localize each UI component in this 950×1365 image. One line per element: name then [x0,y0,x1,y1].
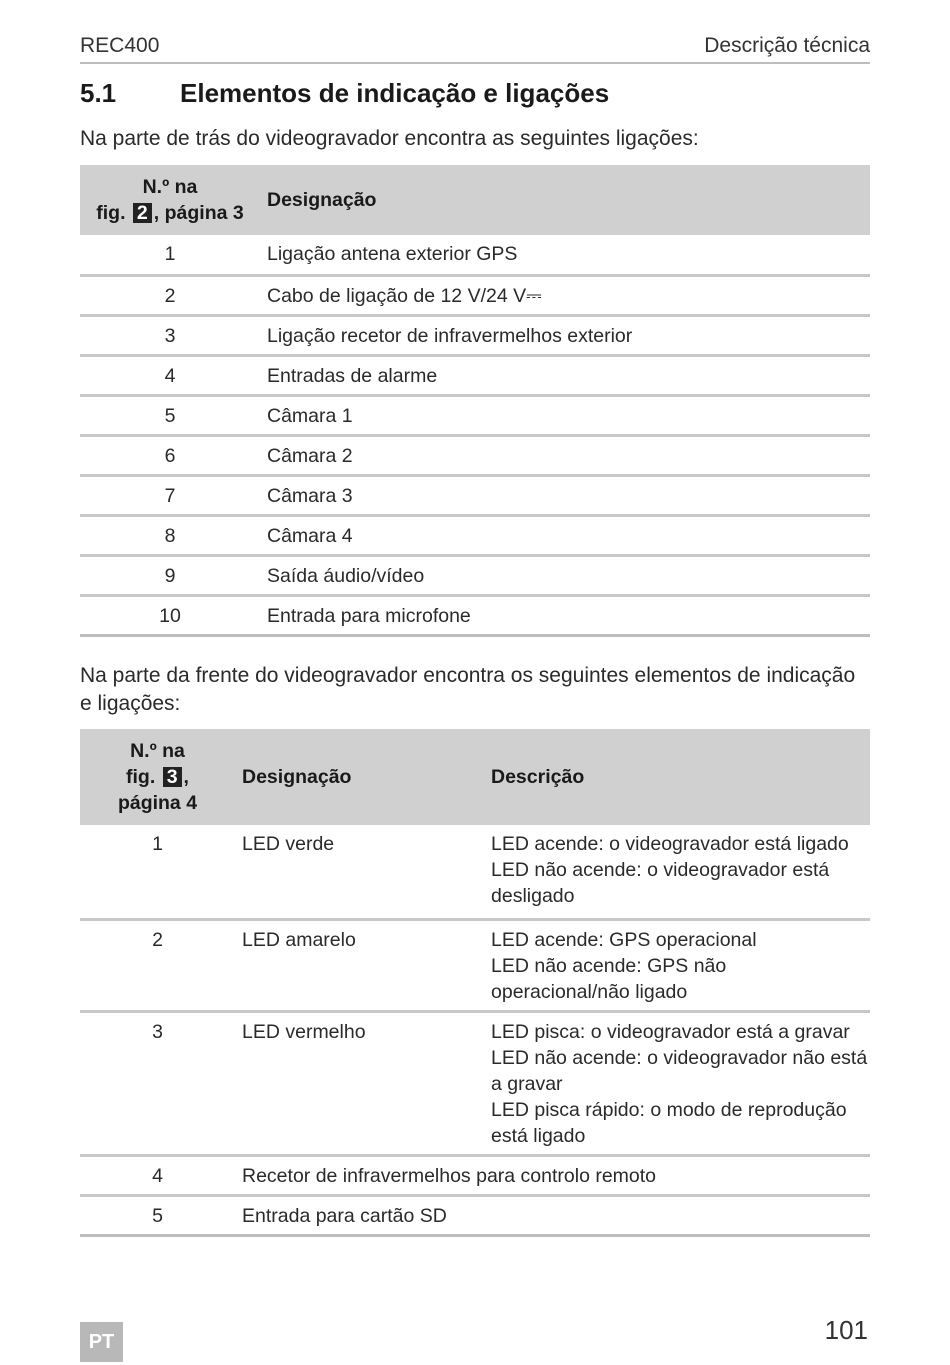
description-line: LED acende: GPS operacional [491,928,757,951]
intro-front-text: Na parte da frente do videogravador encontra os seguintes elementos de indicação e ligações: [80,664,856,715]
header-number-line3: página 4 [117,792,198,814]
table-row [80,1011,870,1155]
table-row [80,475,870,515]
table-row [80,919,870,1011]
row-number: 3 [80,315,260,355]
row-number: 1 [80,235,260,275]
page-header [80,28,870,64]
row-description [484,1011,870,1155]
table-row [80,355,870,395]
row-number: 8 [80,515,260,555]
row-designation: Saída áudio/vídeo [260,555,870,595]
column-header-designation: Designação [260,165,870,235]
row-designation: Câmara 1 [260,395,870,435]
table-row [80,1155,870,1195]
rear-connections-table [80,165,870,637]
row-designation: Recetor de infravermelhos para controlo remoto [235,1155,870,1195]
row-number: 4 [80,1155,235,1195]
description-line: LED não acende: o videogravador não está a gravar [491,1046,868,1095]
column-header-number [80,165,260,235]
table-row [80,315,870,355]
row-number: 2 [80,275,260,315]
header-fig-suffix: , [183,766,189,788]
row-designation: Entrada para cartão SD [235,1195,870,1235]
row-designation: Cabo de ligação de 12 V/24 V⎓ [260,275,870,315]
table-row [80,515,870,555]
description-line: LED pisca: o videogravador está a gravar [491,1020,850,1043]
row-designation: LED verde [235,825,484,919]
header-number-line2 [81,200,259,226]
row-number: 5 [80,1195,235,1235]
row-number: 10 [80,595,260,635]
intro-rear-text: Na parte de trás do videogravador encontra as seguintes ligações: [80,127,699,150]
header-fig-prefix: fig. [96,202,126,224]
row-designation: Câmara 4 [260,515,870,555]
description-line: LED pisca rápido: o modo de reprodução está ligado [491,1098,847,1147]
figure-reference-badge: 3 [163,767,182,787]
row-number: 7 [80,475,260,515]
header-fig-prefix: fig. [126,766,156,788]
header-chapter-title: Descrição técnica [704,34,870,57]
column-header-description: Descrição [484,729,870,825]
row-designation: Câmara 2 [260,435,870,475]
header-number-line1: N.º na [142,176,198,198]
row-number: 3 [80,1011,235,1155]
row-number: 5 [80,395,260,435]
section-title: Elementos de indicação e ligações [180,78,610,108]
front-elements-table [80,729,870,1237]
row-designation: Câmara 3 [260,475,870,515]
row-number: 6 [80,435,260,475]
description-line: LED acende: o videogravador está ligado [491,833,849,855]
column-header-number [80,729,235,825]
table-row [80,1195,870,1235]
row-description [484,919,870,1011]
section-heading [80,78,609,109]
table-row [80,555,870,595]
table-row [80,435,870,475]
row-number: 4 [80,355,260,395]
row-number: 9 [80,555,260,595]
header-number-line1: N.º na [130,740,185,762]
header-page-ref: , página 3 [153,202,244,224]
table-row [80,395,870,435]
table-row [80,235,870,275]
column-header-designation: Designação [235,729,484,825]
row-number: 2 [80,919,235,1011]
table-row [80,595,870,635]
page-number: 101 [824,1315,868,1345]
row-designation: LED vermelho [235,1011,484,1155]
row-designation: Ligação recetor de infravermelhos exterior [260,315,870,355]
description-line: LED não acende: GPS não operacional/não ligado [491,954,727,1003]
header-number-line2 [81,764,234,790]
description-line: LED não acende: o videogravador está desligado [491,859,830,907]
row-designation: Entradas de alarme [260,355,870,395]
table-header-row [80,165,870,235]
header-product-name: REC400 [80,34,160,57]
row-designation: LED amarelo [235,919,484,1011]
table-row [80,825,870,919]
row-designation: Entrada para microfone [260,595,870,635]
table-header-row [80,729,870,825]
row-number: 1 [80,825,235,919]
table-row [80,275,870,315]
row-designation: Ligação antena exterior GPS [260,235,870,275]
figure-reference-badge: 2 [133,203,152,223]
language-badge: PT [80,1322,123,1362]
row-description [484,825,870,919]
section-number: 5.1 [80,78,117,108]
